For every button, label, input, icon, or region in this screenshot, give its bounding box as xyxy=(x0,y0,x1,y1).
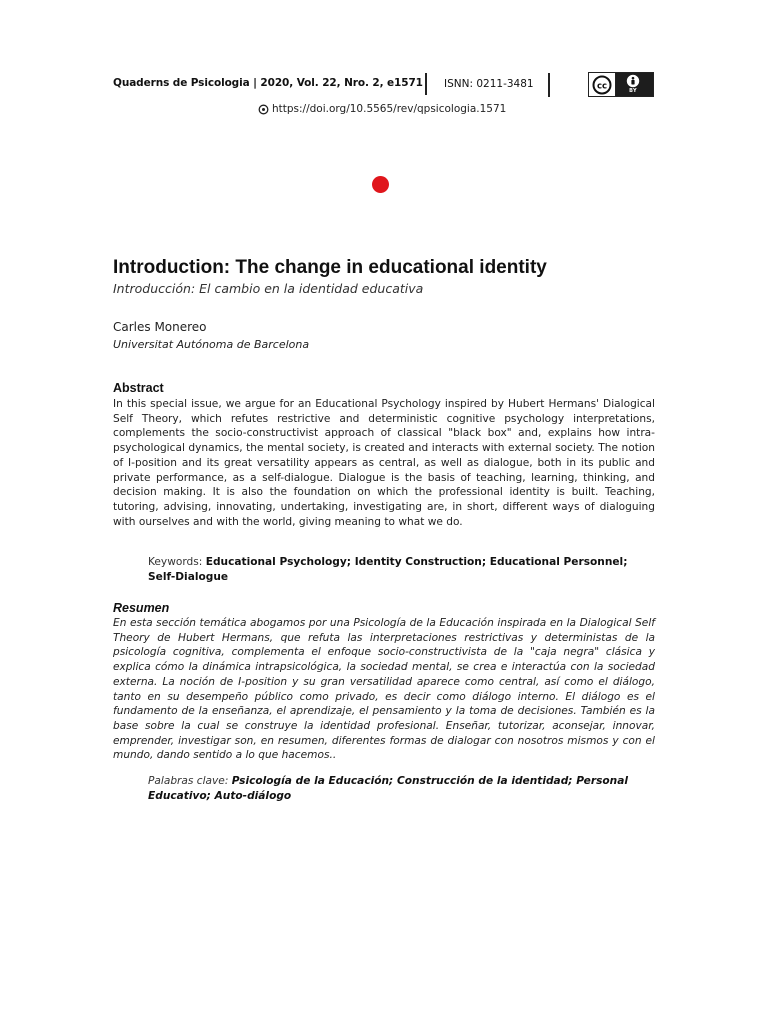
article-subtitle: Introducción: El cambio en la identidad educativa xyxy=(113,281,424,296)
palabras-clave-label: Palabras clave: xyxy=(148,775,229,787)
author-affiliation: Universitat Autónoma de Barcelona xyxy=(113,338,310,351)
svg-text:cc: cc xyxy=(596,81,608,91)
keywords-label: Keywords: xyxy=(148,556,203,568)
author-name: Carles Monereo xyxy=(113,320,207,334)
doi-text: https://doi.org/10.5565/rev/qpsicologia.1571 xyxy=(272,103,507,115)
doi-icon xyxy=(258,104,269,115)
doi-link[interactable] xyxy=(258,103,506,115)
journal-logo-dot xyxy=(372,176,389,193)
issn-label: ISNN: 0211-3481 xyxy=(444,78,534,90)
by-panel xyxy=(616,73,653,96)
journal-citation: Quaderns de Psicologia | 2020, Vol. 22, Nro. 2, e1571 xyxy=(113,77,423,89)
resumen-text: En esta sección temática abogamos por una Psicología de la Educación inspirada en la Dialogical Self Theory de Hubert Hermans, que refuta las interpretaciones restrictivas y deterministas de la psicología cognitiva, complementa el enfoque socio-constructivista de la "caja negra" clásica y explica cómo la dinámica intrapsicológica, la sociedad mental, se crea e interactúa con la sociedad externa. La noción de I-position y su gran versatilidad aparece como central, así como el diálogo, tanto en su desempeño público como privado, es decir como diálogo interno. El diálogo es el fundamento de la enseñanza, el aprendizaje, el pensamiento y la toma de decisiones. También es la base sobre la cual se construye la identidad profesional. Enseñar, tutorizar, aconsejar, innovar, emprender, investigar son, en resumen, diferentes formas de dialogar con nosotros mismos y con el mundo, dando sentido a lo que hacemos.. xyxy=(113,617,655,762)
abstract-heading: Abstract xyxy=(113,381,164,395)
header-divider-right xyxy=(548,73,550,97)
resumen-heading: Resumen xyxy=(113,601,170,615)
attribution-person-icon xyxy=(626,74,640,88)
keywords-value: Educational Psychology; Identity Construction; Educational Personnel; Self-Dialogue xyxy=(148,556,628,583)
palabras-clave-value: Psicología de la Educación; Construcción de la identidad; Personal Educativo; Auto-diálogo xyxy=(148,775,629,802)
header-divider-left xyxy=(425,73,427,95)
article-title: Introduction: The change in educational identity xyxy=(113,257,547,278)
cc-icon xyxy=(589,73,616,96)
abstract-keywords xyxy=(148,555,656,584)
resumen-keywords xyxy=(148,774,656,803)
cc-by-license-badge[interactable] xyxy=(588,72,654,97)
by-label: BY xyxy=(629,88,637,94)
abstract-text: In this special issue, we argue for an Educational Psychology inspired by Hubert Hermans' Dialogical Self Theory, which refutes restrictive and deterministic cognitive psychology interpretations, complements the socio-constructivist approach of classical "black box" and, explains how intra-psychological dynamics, the mental society, is created and interacts with external society. The notion of I-position and its great versatility appears as central, as well as dialogue, both in its public and private performance, as a self-dialogue. Dialogue is the basis of teaching, learning, thinking, and decision making. It is also the foundation on which the professional identity is built. Teaching, tutoring, advising, innovating, undertaking, investigating are, in short, different ways of dialoguing with ourselves and with the world, giving meaning to what we do. xyxy=(113,398,655,528)
